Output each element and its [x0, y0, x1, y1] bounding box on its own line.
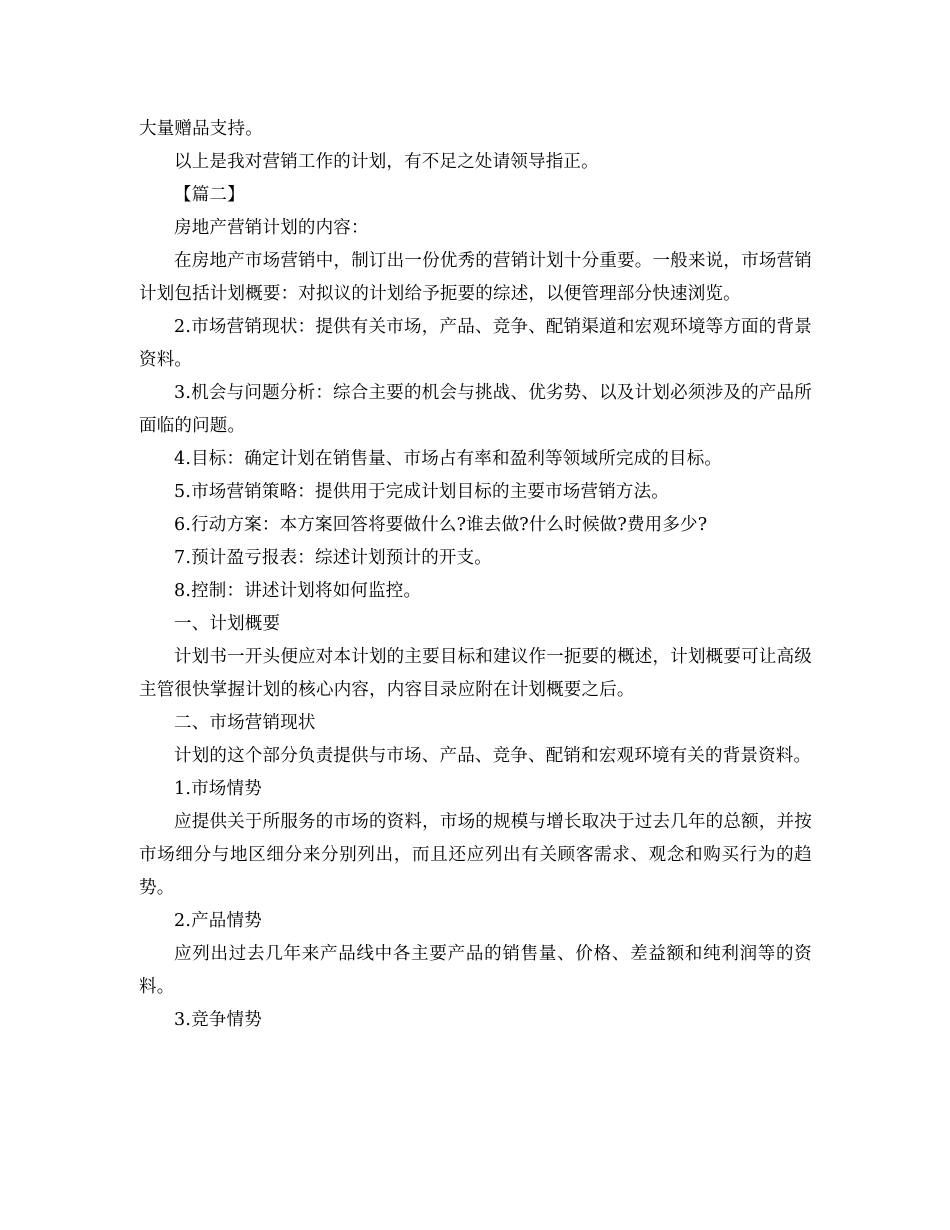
subheading-competition-situation: 3.竞争情势	[174, 1010, 262, 1030]
heading-market-status: 二、市场营销现状	[174, 713, 316, 733]
paragraph-plan-contents-title: 房地产营销计划的内容：	[174, 218, 369, 238]
paragraph-gift-support: 大量赠品支持。	[139, 119, 263, 139]
paragraph-plan-intro: 在房地产市场营销中，制订出一份优秀的营销计划十分重要。一般来说，市场营销计划包括计划概要：对拟议的计划给予扼要的综述，以便管理部分快速浏览。	[139, 251, 812, 304]
paragraph-market-status: 计划的这个部分负责提供与市场、产品、竞争、配销和宏观环境有关的背景资料。	[174, 746, 812, 766]
subheading-market-situation: 1.市场情势	[174, 779, 262, 799]
heading-plan-summary: 一、计划概要	[174, 614, 281, 634]
paragraph-product-situation: 应列出过去几年来产品线中各主要产品的销售量、价格、差益额和纯利润等的资料。	[139, 944, 812, 997]
list-item-opportunity-analysis: 3.机会与问题分析：综合主要的机会与挑战、优劣势、以及计划必须涉及的产品所面临的问题。	[139, 383, 812, 436]
list-item-profit-loss: 7.预计盈亏报表：综述计划预计的开支。	[174, 548, 492, 568]
list-item-marketing-strategy: 5.市场营销策略：提供用于完成计划目标的主要市场营销方法。	[174, 482, 669, 502]
paragraph-market-situation: 应提供关于所服务的市场的资料，市场的规模与增长取决于过去几年的总额，并按市场细分与地区细分来分别列出，而且还应列出有关顾客需求、观念和购买行为的趋势。	[139, 812, 812, 898]
section-heading-part-two: 【篇二】	[174, 185, 245, 205]
list-item-control: 8.控制：讲述计划将如何监控。	[174, 581, 422, 601]
paragraph-plan-summary: 计划书一开头便应对本计划的主要目标和建议作一扼要的概述，计划概要可让高级主管很快掌握计划的核心内容，内容目录应附在计划概要之后。	[139, 647, 812, 700]
list-item-action-plan: 6.行动方案：本方案回答将要做什么?谁去做?什么时候做?费用多少?	[174, 515, 708, 535]
subheading-product-situation: 2.产品情势	[174, 911, 262, 931]
list-item-market-status: 2.市场营销现状：提供有关市场，产品、竞争、配销渠道和宏观环境等方面的背景资料。	[139, 317, 812, 370]
document-body	[139, 113, 812, 1037]
list-item-goals: 4.目标：确定计划在销售量、市场占有率和盈利等领域所完成的目标。	[174, 449, 723, 469]
paragraph-closing-remark: 以上是我对营销工作的计划，有不足之处请领导指正。	[174, 152, 599, 172]
